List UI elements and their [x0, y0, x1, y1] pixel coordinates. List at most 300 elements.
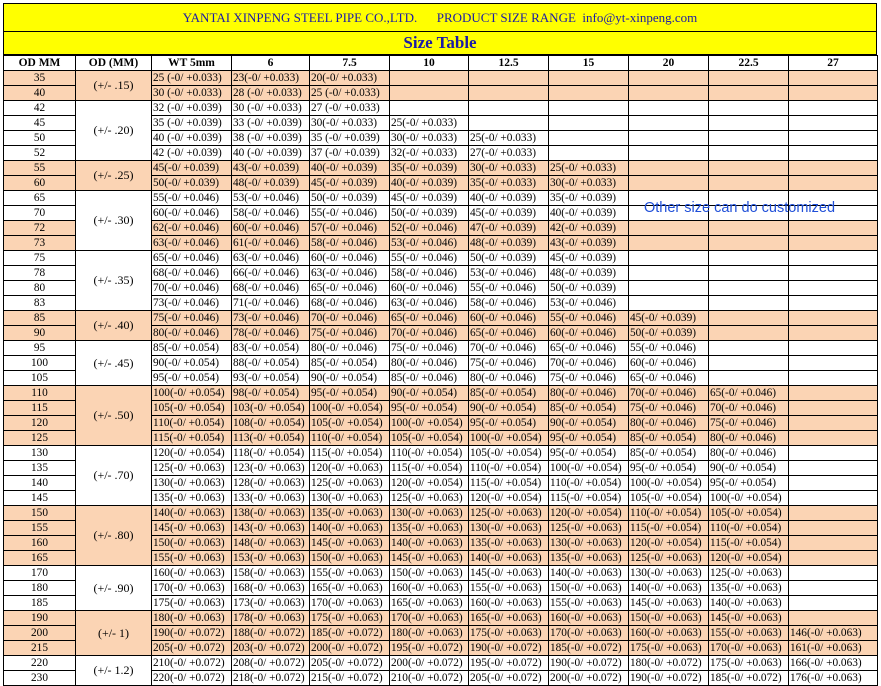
- size-cell: 70(-0/ +0.046): [549, 356, 629, 371]
- size-cell: [709, 116, 789, 131]
- size-cell: 63(-0/ +0.046): [390, 296, 469, 311]
- size-cell: [629, 281, 709, 296]
- size-cell: 52(-0/ +0.046): [390, 221, 469, 236]
- od-cell: 55: [4, 161, 76, 176]
- size-cell: 145(-0/ +0.063): [629, 596, 709, 611]
- size-cell: 58(-0/ +0.046): [310, 236, 390, 251]
- size-cell: 43(-0/ +0.039): [549, 236, 629, 251]
- size-cell: [629, 131, 709, 146]
- size-cell: 40(-0/ +0.039): [390, 176, 469, 191]
- size-cell: [709, 161, 789, 176]
- size-cell: 148(-0/ +0.063): [232, 536, 310, 551]
- size-cell: 140(-0/ +0.063): [709, 596, 789, 611]
- size-cell: 135(-0/ +0.063): [469, 536, 549, 551]
- size-cell: 70(-0/ +0.046): [152, 281, 232, 296]
- size-cell: 185(-0/ +0.072): [310, 626, 390, 641]
- size-cell: 155(-0/ +0.063): [549, 596, 629, 611]
- size-cell: 25(-0/ +0.033): [469, 131, 549, 146]
- size-cell: [789, 446, 878, 461]
- size-cell: 55(-0/ +0.046): [469, 281, 549, 296]
- size-cell: 70(-0/ +0.046): [709, 401, 789, 416]
- od-cell: 83: [4, 296, 76, 311]
- size-cell: [789, 416, 878, 431]
- size-cell: 125(-0/ +0.063): [469, 506, 549, 521]
- size-cell: 42 (-0/ +0.039): [152, 146, 232, 161]
- size-cell: 70(-0/ +0.046): [629, 386, 709, 401]
- od-cell: 135: [4, 461, 76, 476]
- header-od-mm: OD MM: [4, 56, 76, 71]
- size-cell: 160(-0/ +0.063): [390, 581, 469, 596]
- size-cell: 125(-0/ +0.063): [549, 521, 629, 536]
- tolerance-cell: (+/- .25): [76, 161, 152, 191]
- od-cell: 42: [4, 101, 76, 116]
- table-row: [4, 251, 878, 266]
- size-cell: [789, 371, 878, 386]
- tolerance-cell: (+/- .35): [76, 251, 152, 311]
- od-cell: 120: [4, 416, 76, 431]
- size-cell: 170(-0/ +0.063): [152, 581, 232, 596]
- size-cell: [549, 101, 629, 116]
- size-cell: 145(-0/ +0.063): [310, 536, 390, 551]
- size-cell: 47(-0/ +0.039): [469, 221, 549, 236]
- size-cell: 80(-0/ +0.046): [310, 341, 390, 356]
- size-cell: 55(-0/ +0.046): [549, 311, 629, 326]
- od-cell: 170: [4, 566, 76, 581]
- size-cell: [549, 116, 629, 131]
- size-cell: 125(-0/ +0.063): [629, 551, 709, 566]
- size-cell: [789, 536, 878, 551]
- size-cell: 200(-0/ +0.072): [390, 656, 469, 671]
- size-cell: 161(-0/ +0.063): [789, 641, 878, 656]
- size-cell: 45(-0/ +0.039): [390, 191, 469, 206]
- size-cell: [789, 461, 878, 476]
- size-cell: 35 (-0/ +0.039): [310, 131, 390, 146]
- size-cell: 53(-0/ +0.046): [390, 236, 469, 251]
- od-cell: 125: [4, 431, 76, 446]
- tolerance-cell: (+/- .50): [76, 386, 152, 446]
- size-cell: [709, 266, 789, 281]
- table-row: [4, 611, 878, 626]
- size-cell: [789, 341, 878, 356]
- od-cell: 85: [4, 311, 76, 326]
- size-cell: 200(-0/ +0.072): [310, 641, 390, 656]
- size-cell: 113(-0/ +0.054): [232, 431, 310, 446]
- size-cell: [789, 311, 878, 326]
- od-cell: 75: [4, 251, 76, 266]
- size-cell: 63(-0/ +0.046): [310, 266, 390, 281]
- size-cell: 168(-0/ +0.063): [232, 581, 310, 596]
- od-cell: 150: [4, 506, 76, 521]
- size-cell: [549, 86, 629, 101]
- tolerance-cell: (+/- .90): [76, 566, 152, 611]
- size-cell: [709, 71, 789, 86]
- size-cell: 80(-0/ +0.046): [549, 386, 629, 401]
- size-cell: 42(-0/ +0.039): [549, 221, 629, 236]
- size-cell: 98(-0/ +0.054): [232, 386, 310, 401]
- size-cell: 190(-0/ +0.072): [549, 656, 629, 671]
- size-cell: [789, 566, 878, 581]
- size-cell: 175(-0/ +0.063): [629, 641, 709, 656]
- size-cell: 53(-0/ +0.046): [469, 266, 549, 281]
- size-cell: [709, 356, 789, 371]
- size-cell: 88(-0/ +0.054): [232, 356, 310, 371]
- size-cell: 105(-0/ +0.054): [469, 446, 549, 461]
- size-cell: 45(-0/ +0.039): [629, 311, 709, 326]
- size-cell: 135(-0/ +0.063): [390, 521, 469, 536]
- size-cell: 80(-0/ +0.046): [152, 326, 232, 341]
- header-wt-5: WT 5mm: [152, 56, 232, 71]
- size-cell: [469, 86, 549, 101]
- table-row: [4, 341, 878, 356]
- size-cell: [789, 521, 878, 536]
- size-cell: 28 (-0/ +0.033): [232, 86, 310, 101]
- size-cell: 90(-0/ +0.054): [310, 371, 390, 386]
- table-row: [4, 71, 878, 86]
- size-cell: 60(-0/ +0.046): [629, 356, 709, 371]
- size-cell: 75(-0/ +0.046): [629, 401, 709, 416]
- size-cell: 55(-0/ +0.046): [310, 206, 390, 221]
- size-cell: 115(-0/ +0.054): [549, 491, 629, 506]
- od-cell: 78: [4, 266, 76, 281]
- size-cell: 85(-0/ +0.054): [152, 341, 232, 356]
- size-cell: 65(-0/ +0.046): [390, 311, 469, 326]
- size-cell: 135(-0/ +0.063): [310, 506, 390, 521]
- size-cell: 218(-0/ +0.072): [232, 671, 310, 686]
- size-cell: 30(-0/ +0.033): [310, 116, 390, 131]
- size-cell: [709, 131, 789, 146]
- size-cell: [789, 386, 878, 401]
- tolerance-cell: (+/- .80): [76, 506, 152, 566]
- size-cell: 118(-0/ +0.054): [232, 446, 310, 461]
- size-cell: 45(-0/ +0.039): [310, 176, 390, 191]
- size-cell: 145(-0/ +0.063): [709, 611, 789, 626]
- size-cell: 165(-0/ +0.063): [390, 596, 469, 611]
- size-cell: 100(-0/ +0.054): [310, 401, 390, 416]
- size-cell: 30 (-0/ +0.033): [152, 86, 232, 101]
- size-cell: 130(-0/ +0.063): [629, 566, 709, 581]
- size-cell: [629, 161, 709, 176]
- size-cell: 115(-0/ +0.054): [390, 461, 469, 476]
- size-cell: 61(-0/ +0.046): [232, 236, 310, 251]
- tolerance-cell: (+/- .70): [76, 446, 152, 506]
- size-cell: 60(-0/ +0.046): [152, 206, 232, 221]
- size-cell: 27 (-0/ +0.033): [310, 101, 390, 116]
- size-cell: 90(-0/ +0.054): [390, 386, 469, 401]
- size-cell: 125(-0/ +0.063): [310, 476, 390, 491]
- size-cell: 140(-0/ +0.063): [390, 536, 469, 551]
- size-cell: 150(-0/ +0.063): [390, 566, 469, 581]
- size-cell: 160(-0/ +0.063): [629, 626, 709, 641]
- size-cell: 120(-0/ +0.054): [469, 491, 549, 506]
- size-cell: 40(-0/ +0.039): [310, 161, 390, 176]
- size-cell: 105(-0/ +0.054): [310, 416, 390, 431]
- size-cell: 160(-0/ +0.063): [152, 566, 232, 581]
- size-cell: 158(-0/ +0.063): [232, 566, 310, 581]
- od-cell: 73: [4, 236, 76, 251]
- od-cell: 80: [4, 281, 76, 296]
- size-cell: [789, 581, 878, 596]
- size-cell: 25(-0/ +0.033): [390, 116, 469, 131]
- size-cell: [709, 296, 789, 311]
- od-cell: 215: [4, 641, 76, 656]
- size-cell: 30(-0/ +0.033): [469, 161, 549, 176]
- size-cell: 80(-0/ +0.046): [709, 446, 789, 461]
- size-cell: 133(-0/ +0.063): [232, 491, 310, 506]
- size-cell: 110(-0/ +0.054): [629, 506, 709, 521]
- size-cell: 125(-0/ +0.063): [709, 566, 789, 581]
- size-cell: 53(-0/ +0.046): [549, 296, 629, 311]
- od-cell: 190: [4, 611, 76, 626]
- size-cell: 65(-0/ +0.046): [549, 341, 629, 356]
- tolerance-cell: (+/- .45): [76, 341, 152, 386]
- size-cell: 30(-0/ +0.033): [549, 176, 629, 191]
- size-cell: 75(-0/ +0.046): [549, 371, 629, 386]
- size-cell: 140(-0/ +0.063): [152, 506, 232, 521]
- size-cell: 73(-0/ +0.046): [152, 296, 232, 311]
- size-cell: [469, 116, 549, 131]
- size-cell: 55(-0/ +0.046): [629, 341, 709, 356]
- size-cell: 145(-0/ +0.063): [152, 521, 232, 536]
- size-cell: 105(-0/ +0.054): [390, 431, 469, 446]
- size-cell: 130(-0/ +0.063): [469, 521, 549, 536]
- size-cell: 65(-0/ +0.046): [152, 251, 232, 266]
- size-cell: 35(-0/ +0.039): [390, 161, 469, 176]
- size-cell: 180(-0/ +0.072): [629, 656, 709, 671]
- size-cell: 115(-0/ +0.054): [152, 431, 232, 446]
- size-cell: 115(-0/ +0.054): [310, 446, 390, 461]
- size-cell: 45(-0/ +0.039): [469, 206, 549, 221]
- od-cell: 160: [4, 536, 76, 551]
- size-cell: [709, 86, 789, 101]
- size-cell: 75(-0/ +0.046): [709, 416, 789, 431]
- size-cell: [789, 356, 878, 371]
- size-cell: [789, 176, 878, 191]
- size-cell: 35 (-0/ +0.039): [152, 116, 232, 131]
- size-cell: [709, 251, 789, 266]
- size-cell: 60(-0/ +0.046): [310, 251, 390, 266]
- size-cell: 125(-0/ +0.063): [152, 461, 232, 476]
- size-cell: 195(-0/ +0.072): [469, 656, 549, 671]
- size-cell: 170(-0/ +0.063): [709, 641, 789, 656]
- size-cell: 55(-0/ +0.046): [390, 251, 469, 266]
- size-cell: 205(-0/ +0.072): [310, 656, 390, 671]
- size-cell: 150(-0/ +0.063): [152, 536, 232, 551]
- size-cell: 150(-0/ +0.063): [310, 551, 390, 566]
- size-cell: [789, 401, 878, 416]
- size-cell: 220(-0/ +0.072): [152, 671, 232, 686]
- size-cell: 33 (-0/ +0.039): [232, 116, 310, 131]
- table-row: [4, 566, 878, 581]
- size-cell: [629, 251, 709, 266]
- size-cell: 75(-0/ +0.046): [152, 311, 232, 326]
- size-cell: 95(-0/ +0.054): [709, 476, 789, 491]
- od-cell: 35: [4, 71, 76, 86]
- table-row: [4, 656, 878, 671]
- size-cell: 90(-0/ +0.054): [709, 461, 789, 476]
- size-cell: 40 (-0/ +0.039): [232, 146, 310, 161]
- size-cell: 143(-0/ +0.063): [232, 521, 310, 536]
- size-cell: 140(-0/ +0.063): [469, 551, 549, 566]
- size-cell: 110(-0/ +0.054): [310, 431, 390, 446]
- tolerance-cell: (+/- .15): [76, 71, 152, 101]
- size-cell: 175(-0/ +0.063): [709, 656, 789, 671]
- size-cell: [789, 221, 878, 236]
- od-cell: 50: [4, 131, 76, 146]
- size-cell: 155(-0/ +0.063): [310, 566, 390, 581]
- size-cell: [709, 281, 789, 296]
- tolerance-cell: (+/- 1): [76, 611, 152, 656]
- size-cell: 20(-0/ +0.033): [310, 71, 390, 86]
- size-cell: 176(-0/ +0.063): [789, 671, 878, 686]
- size-cell: [789, 506, 878, 521]
- size-cell: 43(-0/ +0.039): [232, 161, 310, 176]
- size-cell: 75(-0/ +0.046): [390, 341, 469, 356]
- size-cell: 105(-0/ +0.054): [629, 491, 709, 506]
- size-cell: 27(-0/ +0.033): [469, 146, 549, 161]
- size-cell: 160(-0/ +0.063): [469, 596, 549, 611]
- size-cell: 135(-0/ +0.063): [549, 551, 629, 566]
- size-cell: [629, 146, 709, 161]
- size-cell: 145(-0/ +0.063): [390, 551, 469, 566]
- size-cell: [789, 551, 878, 566]
- size-cell: [709, 146, 789, 161]
- size-cell: 208(-0/ +0.072): [232, 656, 310, 671]
- size-cell: 200(-0/ +0.072): [549, 671, 629, 686]
- size-cell: [789, 131, 878, 146]
- size-cell: 83(-0/ +0.054): [232, 341, 310, 356]
- table-row: [4, 311, 878, 326]
- size-cell: [789, 101, 878, 116]
- size-cell: 195(-0/ +0.072): [390, 641, 469, 656]
- size-cell: 65(-0/ +0.046): [310, 281, 390, 296]
- od-cell: 115: [4, 401, 76, 416]
- size-cell: 85(-0/ +0.054): [629, 446, 709, 461]
- size-cell: 138(-0/ +0.063): [232, 506, 310, 521]
- size-cell: [549, 131, 629, 146]
- header-row: [4, 56, 878, 71]
- size-cell: 115(-0/ +0.054): [629, 521, 709, 536]
- size-cell: [789, 611, 878, 626]
- size-cell: 90(-0/ +0.054): [469, 401, 549, 416]
- od-cell: 230: [4, 671, 76, 686]
- size-cell: 32(-0/ +0.033): [390, 146, 469, 161]
- size-cell: [629, 176, 709, 191]
- size-cell: 60(-0/ +0.046): [469, 311, 549, 326]
- size-cell: [789, 86, 878, 101]
- size-cell: 185(-0/ +0.072): [709, 671, 789, 686]
- size-cell: 130(-0/ +0.063): [152, 476, 232, 491]
- size-cell: 175(-0/ +0.063): [469, 626, 549, 641]
- size-cell: 60(-0/ +0.046): [232, 221, 310, 236]
- header-wt-27: 27: [789, 56, 878, 71]
- size-cell: 145(-0/ +0.063): [469, 566, 549, 581]
- table-row: [4, 386, 878, 401]
- size-cell: 135(-0/ +0.063): [709, 581, 789, 596]
- size-cell: 120(-0/ +0.054): [709, 551, 789, 566]
- header-wt-20: 20: [629, 56, 709, 71]
- od-cell: 140: [4, 476, 76, 491]
- size-cell: [789, 326, 878, 341]
- header-wt-15: 15: [549, 56, 629, 71]
- size-cell: [629, 86, 709, 101]
- od-cell: 185: [4, 596, 76, 611]
- size-cell: [709, 236, 789, 251]
- od-cell: 90: [4, 326, 76, 341]
- size-cell: 58(-0/ +0.046): [232, 206, 310, 221]
- size-cell: 100(-0/ +0.054): [469, 431, 549, 446]
- size-cell: 188(-0/ +0.072): [232, 626, 310, 641]
- size-cell: 53(-0/ +0.046): [232, 191, 310, 206]
- size-cell: 175(-0/ +0.063): [152, 596, 232, 611]
- od-cell: 180: [4, 581, 76, 596]
- size-cell: [469, 71, 549, 86]
- size-cell: 153(-0/ +0.063): [232, 551, 310, 566]
- size-cell: 50(-0/ +0.039): [549, 281, 629, 296]
- size-cell: 57(-0/ +0.046): [310, 221, 390, 236]
- table-body: [4, 71, 878, 686]
- size-cell: 68(-0/ +0.046): [232, 281, 310, 296]
- size-cell: 90(-0/ +0.054): [549, 416, 629, 431]
- size-cell: 178(-0/ +0.063): [232, 611, 310, 626]
- size-cell: [549, 146, 629, 161]
- size-cell: 80(-0/ +0.046): [390, 356, 469, 371]
- size-cell: 115(-0/ +0.054): [469, 476, 549, 491]
- size-cell: [709, 371, 789, 386]
- size-cell: [709, 176, 789, 191]
- size-cell: 140(-0/ +0.063): [629, 581, 709, 596]
- size-cell: 45(-0/ +0.039): [152, 161, 232, 176]
- size-cell: 38 (-0/ +0.039): [232, 131, 310, 146]
- size-cell: 73(-0/ +0.046): [232, 311, 310, 326]
- size-cell: [390, 71, 469, 86]
- od-cell: 65: [4, 191, 76, 206]
- size-cell: 65(-0/ +0.046): [629, 371, 709, 386]
- size-cell: 140(-0/ +0.063): [310, 521, 390, 536]
- size-cell: 40(-0/ +0.039): [549, 206, 629, 221]
- size-cell: 68(-0/ +0.046): [152, 266, 232, 281]
- size-cell: 155(-0/ +0.063): [469, 581, 549, 596]
- size-cell: [789, 431, 878, 446]
- size-cell: [789, 146, 878, 161]
- header-wt-6: 6: [232, 56, 310, 71]
- size-cell: 80(-0/ +0.046): [629, 416, 709, 431]
- size-cell: 45(-0/ +0.039): [549, 251, 629, 266]
- size-cell: 95(-0/ +0.054): [549, 431, 629, 446]
- size-cell: 165(-0/ +0.063): [469, 611, 549, 626]
- size-table-sheet: [3, 3, 877, 686]
- size-cell: 80(-0/ +0.046): [469, 371, 549, 386]
- size-cell: [789, 251, 878, 266]
- customization-note: Other size can do customized: [644, 200, 836, 216]
- od-cell: 220: [4, 656, 76, 671]
- od-cell: 100: [4, 356, 76, 371]
- company-title: YANTAI XINPENG STEEL PIPE CO.,LTD. PRODUCT SIZE RANGE info@yt-xinpeng.com: [3, 3, 877, 32]
- size-cell: 68(-0/ +0.046): [310, 296, 390, 311]
- tolerance-cell: (+/- .40): [76, 311, 152, 341]
- size-cell: 155(-0/ +0.063): [709, 626, 789, 641]
- size-cell: [789, 116, 878, 131]
- size-cell: [789, 236, 878, 251]
- size-cell: [629, 296, 709, 311]
- size-cell: 205(-0/ +0.072): [469, 671, 549, 686]
- size-cell: [709, 221, 789, 236]
- size-cell: 50(-0/ +0.039): [152, 176, 232, 191]
- size-cell: 130(-0/ +0.063): [549, 536, 629, 551]
- size-cell: 25 (-0/ +0.033): [310, 86, 390, 101]
- size-cell: 95(-0/ +0.054): [390, 401, 469, 416]
- size-cell: [789, 596, 878, 611]
- size-cell: [789, 71, 878, 86]
